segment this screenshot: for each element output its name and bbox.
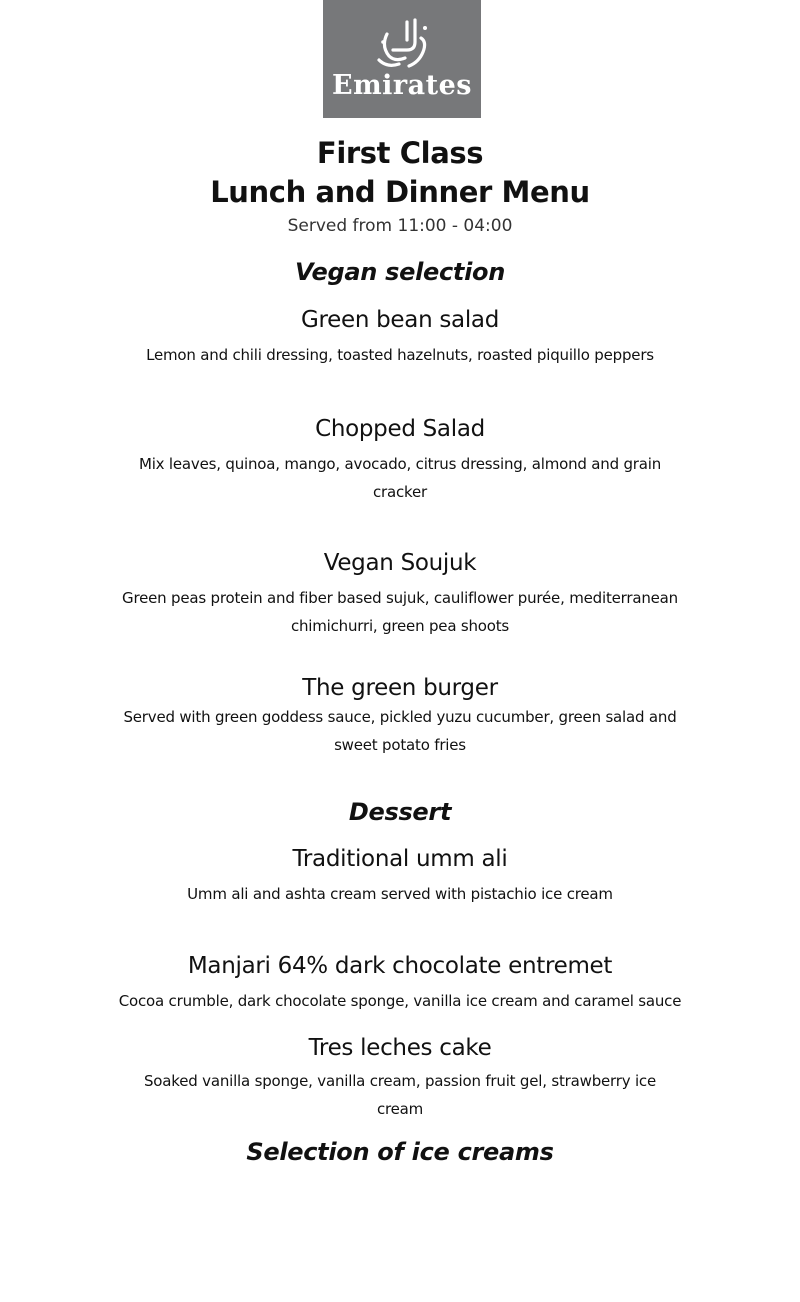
dish-description: Soaked vanilla sponge, vanilla cream, passion fruit gel, strawberry ice xyxy=(143,1072,657,1090)
dish-name: Manjari 64% dark chocolate entremet xyxy=(187,953,613,979)
section-title-ice-creams: Selection of ice creams xyxy=(246,1138,554,1166)
emirates-logo xyxy=(323,0,481,118)
menu-title: Lunch and Dinner Menu xyxy=(210,175,590,209)
emirates-calligraphy-icon xyxy=(323,12,481,72)
dish-description: Umm ali and ashta cream served with pistachio ice cream xyxy=(187,885,613,903)
dish-description: sweet potato fries xyxy=(334,736,466,754)
dish-description: Cocoa crumble, dark chocolate sponge, vanilla ice cream and caramel sauce xyxy=(118,992,682,1010)
dish-name: Green bean salad xyxy=(300,307,500,333)
dish-description: cracker xyxy=(372,483,427,501)
dish-description: Green peas protein and fiber based sujuk, cauliflower purée, mediterranean xyxy=(122,589,678,607)
dish-description: cream xyxy=(376,1100,424,1118)
dish-name: Traditional umm ali xyxy=(292,846,508,872)
dish-name: The green burger xyxy=(302,675,498,701)
dish-description: Mix leaves, quinoa, mango, avocado, citrus dressing, almond and grain xyxy=(138,455,662,473)
dish-description: Lemon and chili dressing, toasted hazelnuts, roasted piquillo peppers xyxy=(146,346,654,364)
brand-wordmark: Emirates xyxy=(332,70,472,101)
dish-name: Chopped Salad xyxy=(315,416,485,442)
dish-name: Tres leches cake xyxy=(308,1035,492,1061)
dish-name: Vegan Soujuk xyxy=(323,550,477,576)
section-title-vegan: Vegan selection xyxy=(295,258,505,286)
dish-description: chimichurri, green pea shoots xyxy=(290,617,510,635)
menu-class-title: First Class xyxy=(316,136,484,170)
dish-description: Served with green goddess sauce, pickled yuzu cucumber, green salad and xyxy=(123,708,677,726)
served-time: Served from 11:00 - 04:00 xyxy=(287,216,513,236)
section-title-dessert: Dessert xyxy=(348,798,452,826)
